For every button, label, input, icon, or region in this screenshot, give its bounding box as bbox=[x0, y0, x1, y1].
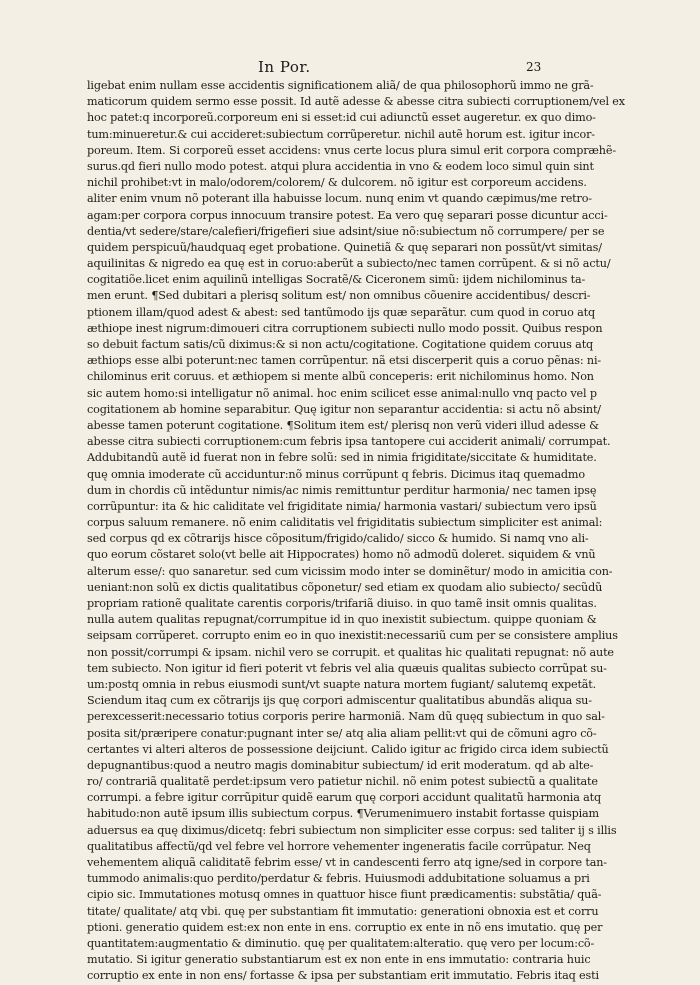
text-line: tum:minueretur.& cui accideret:subiectum corrũperetur. nichil autẽ horum est. igitur incor- bbox=[87, 127, 595, 141]
text-line: agam:per corpora corpus innocuum transire potest. Ea vero quę separari posse dicuntur acci- bbox=[87, 208, 608, 222]
text-line: cipio sic. Immutationes motusq omnes in quattuor hisce fiunt prædicamentis: substãtia/ quã- bbox=[87, 888, 602, 902]
text-line: nulla autem qualitas repugnat/corrumpitue id in quo inexistit subiectum. quippe quoniam & bbox=[87, 613, 597, 627]
text-line: dum in chordis cũ intẽduntur nimis/ac nimis remittuntur perditur harmonia/ nec tamen ipsę bbox=[87, 483, 597, 497]
text-line: aquilinitas & nigredo ea quę est in coruo:aberũt a subiecto/nec tamen corrũpent. & si nõ actu/ bbox=[87, 257, 611, 271]
text-line: non possit/corrumpi & ipsam. nichil vero se corrupit. et qualitas hic qualitati repugnat: nõ aute bbox=[87, 645, 614, 659]
text-line: æthiope inest nigrum:dimoueri citra corruptionem subiecti nullo modo possit. Quibus respon bbox=[87, 321, 603, 335]
text-line: tem subiecto. Non igitur id fieri poterit vt febris vel alia quæuis qualitas subiecto corrũpat su- bbox=[87, 661, 607, 675]
text-line: Sciendum itaq cum ex cõtrarijs ijs quę corpori admiscentur qualitatibus abundãs aliqua su- bbox=[87, 694, 592, 708]
text-line: corpus saluum remanere. nõ enim caliditatis vel frigiditatis subiectum simpliciter est animal: bbox=[87, 516, 603, 530]
text-line: aduersus ea quę diximus/dicetq: febri subiectum non simpliciter esse corpus: sed taliter ij s illis bbox=[87, 823, 617, 837]
text-line: corruptio ex ente in non ens/ fortasse & ipsa per substantiam erit immutatio. Febris itaq esti bbox=[87, 969, 599, 983]
text-line: Addubitandũ autẽ id fuerat non in febre solũ: sed in nimia frigiditate/siccitate & humiditate. bbox=[87, 451, 597, 465]
text-line: abesse tamen poterunt cogitatione. ¶Solitum item est/ plerisq non verũ videri illud adesse & bbox=[87, 418, 599, 432]
text-line: titate/ qualitate/ atq vbi. quę per substantiam fit immutatio: generationi obnoxia est et corru bbox=[87, 904, 599, 918]
text-line: aliter enim vnum nõ poterant illa habuisse locum. nunq enim vt quando cæpimus/me retro- bbox=[87, 192, 592, 206]
text-line: um:postq omnia in rebus eiusmodi sunt/vt suapte natura mortem fugiant/ salutemq expetãt. bbox=[87, 677, 597, 691]
text-line: sed corpus qd ex cõtrarijs hisce cõpositum/frigido/calido/ sicco & humido. Si namq vno ali- bbox=[87, 532, 589, 546]
text-line: chilominus erit coruus. et æthiopem si mente albũ conceperis: erit nichilominus homo. Non bbox=[87, 370, 594, 384]
text-line: cogitationem ab homine separabitur. Quę igitur non separantur accidentia: si actu nõ absint/ bbox=[87, 402, 601, 416]
text-line: quę omnia imoderate cũ acciduntur:nõ minus corrũpunt q febris. Dicimus itaq quemadmo bbox=[87, 467, 585, 481]
text-line: posita sit/præripere conatur:pugnant inter se/ atq alia aliam pellit:vt qui de cõmuni agro cõ- bbox=[87, 726, 597, 740]
folio-number: 23 bbox=[526, 60, 542, 74]
text-line: ligebat enim nullam esse accidentis significationem aliã/ de qua philosophorũ immo ne grã- bbox=[87, 79, 594, 92]
body-text bbox=[87, 78, 625, 985]
text-line: hoc patet:q incorporeũ.corporeum eni si esset:id cui adiunctũ esset augeretur. ex quo dimo- bbox=[87, 111, 596, 125]
text-line: qualitatibus affectũ/qd vel febre vel horrore vehementer ingeneratis facile corrũpatur. Neq bbox=[87, 839, 591, 853]
text-line: quidem perspicuũ/haudquaq eget probatione. Quinetiã & quę separari non possũt/vt simitas/ bbox=[87, 240, 602, 254]
text-line: seipsam corrũperet. corrupto enim eo in quo inexistit:necessariũ cum per se consistere amplius bbox=[87, 629, 618, 643]
text-line: nichil prohibet:vt in malo/odorem/colorem/ & dulcorem. nõ igitur est corporeum accidens. bbox=[87, 176, 587, 190]
text-line: alterum esse/: quo sanaretur. sed cum vicissim modo inter se dominẽtur/ modo in amicitia con- bbox=[87, 564, 613, 578]
text-line: cogitatiõe.licet enim aquilinũ intelligas Socratẽ/& Ciceronem simũ: ijdem nichilominus ta- bbox=[87, 273, 586, 287]
text-line: tummodo animalis:quo perdito/perdatur & febris. Huiusmodi addubitatione soluamus a pri bbox=[87, 872, 590, 886]
text-line: ptioni. generatio quidem est:ex non ente in ens. corruptio ex ente in nõ ens imutatio. quę per bbox=[87, 920, 603, 934]
text-line: men erunt. ¶Sed dubitari a plerisq solitum est/ non omnibus cõuenire accidentibus/ descri- bbox=[87, 289, 591, 303]
text-line: certantes vi alteri alteros de possessione deijciunt. Calido igitur ac frigido circa idem subiectũ bbox=[87, 742, 609, 756]
text-line: ptionem illam/quod adest & abest: sed tantũmodo ijs quæ separãtur. cum quod in coruo atq bbox=[87, 305, 595, 319]
text-line: abesse citra subiecti corruptionem:cum febris ipsa tantopere cui acciderit animali/ corrumpat. bbox=[87, 435, 611, 449]
text-line: perexcesserit:necessario totius corporis perire harmoniã. Nam dũ quęq subiectum in quo sal- bbox=[87, 710, 605, 724]
text-line: dentia/vt sedere/stare/calefieri/frigefieri siue adsint/siue nõ:subiectum nõ corrumpere/ per se bbox=[87, 224, 605, 238]
text-line: ueniant:non solũ ex dictis qualitatibus cõponetur/ sed etiam ex quodam alio subiecto/ secũdũ bbox=[87, 580, 603, 594]
text-line: maticorum quidem sermo esse possit. Id autẽ adesse & abesse citra subiecti corruptionem/vel ex bbox=[87, 95, 625, 109]
text-line: propriam rationẽ qualitate carentis corporis/trifariã diuiso. in quo tamẽ insit omnis qualitas. bbox=[87, 597, 597, 610]
text-line: depugnantibus:quod a neutro magis dominabitur subiectum/ id erit moderatum. qd ab alte- bbox=[87, 758, 594, 772]
text-line: æthiops esse albi poterunt:nec tamen corrũpentur. nã etsi discerperit quis a coruo pẽnas: ni- bbox=[87, 354, 602, 368]
text-line: vehementem aliquã caliditatẽ febrim esse/ vt in candescenti ferro atq igne/sed in corpore tan- bbox=[87, 856, 607, 869]
running-head-title: In Por. bbox=[258, 58, 311, 76]
text-line: mutatio. Si igitur generatio substantiarum est ex non ente in ens immutatio: contraria huic bbox=[87, 953, 591, 967]
text-line: surus.qd fieri nullo modo potest. atqui plura accidentia in vno & eodem loco simul quin sint bbox=[87, 159, 594, 173]
running-head bbox=[0, 58, 700, 78]
text-line: ro/ contrariã qualitatẽ perdet:ipsum vero patietur nichil. nõ enim potest subiectũ a qualitate bbox=[87, 775, 598, 789]
text-line: quantitatem:augmentatio & diminutio. quę per qualitatem:alteratio. quę vero per locum:cõ- bbox=[87, 936, 595, 950]
text-line: corrumpi. a febre igitur corrũpitur quidẽ earum quę corpori accidunt qualitatũ harmonia atq bbox=[87, 791, 602, 805]
text-line: quo eorum cõstaret solo(vt belle ait Hippocrates) homo nõ admodũ doleret. siquidem & vnũ bbox=[87, 548, 596, 562]
text-line: so debuit factum satis/cũ diximus:& si non actu/cogitatione. Cogitatione quidem coruus atq bbox=[87, 338, 594, 351]
text-line: corrũpuntur: ita & hic caliditate vel frigiditate nimia/ harmonia vastari/ subiectum vero ipsũ bbox=[87, 499, 597, 513]
text-line: habitudo:non autẽ ipsum illis subiectum corpus. ¶Verumenimuero instabit fortasse quispiam bbox=[87, 807, 600, 821]
text-line: poreum. Item. Si corporeũ esset accidens: vnus certe locus plura simul erit corpora compræhẽ- bbox=[87, 143, 616, 157]
text-line: sic autem homo:si intelligatur nõ animal. hoc enim scilicet esse animal:nullo vnq pacto vel p bbox=[87, 386, 597, 400]
